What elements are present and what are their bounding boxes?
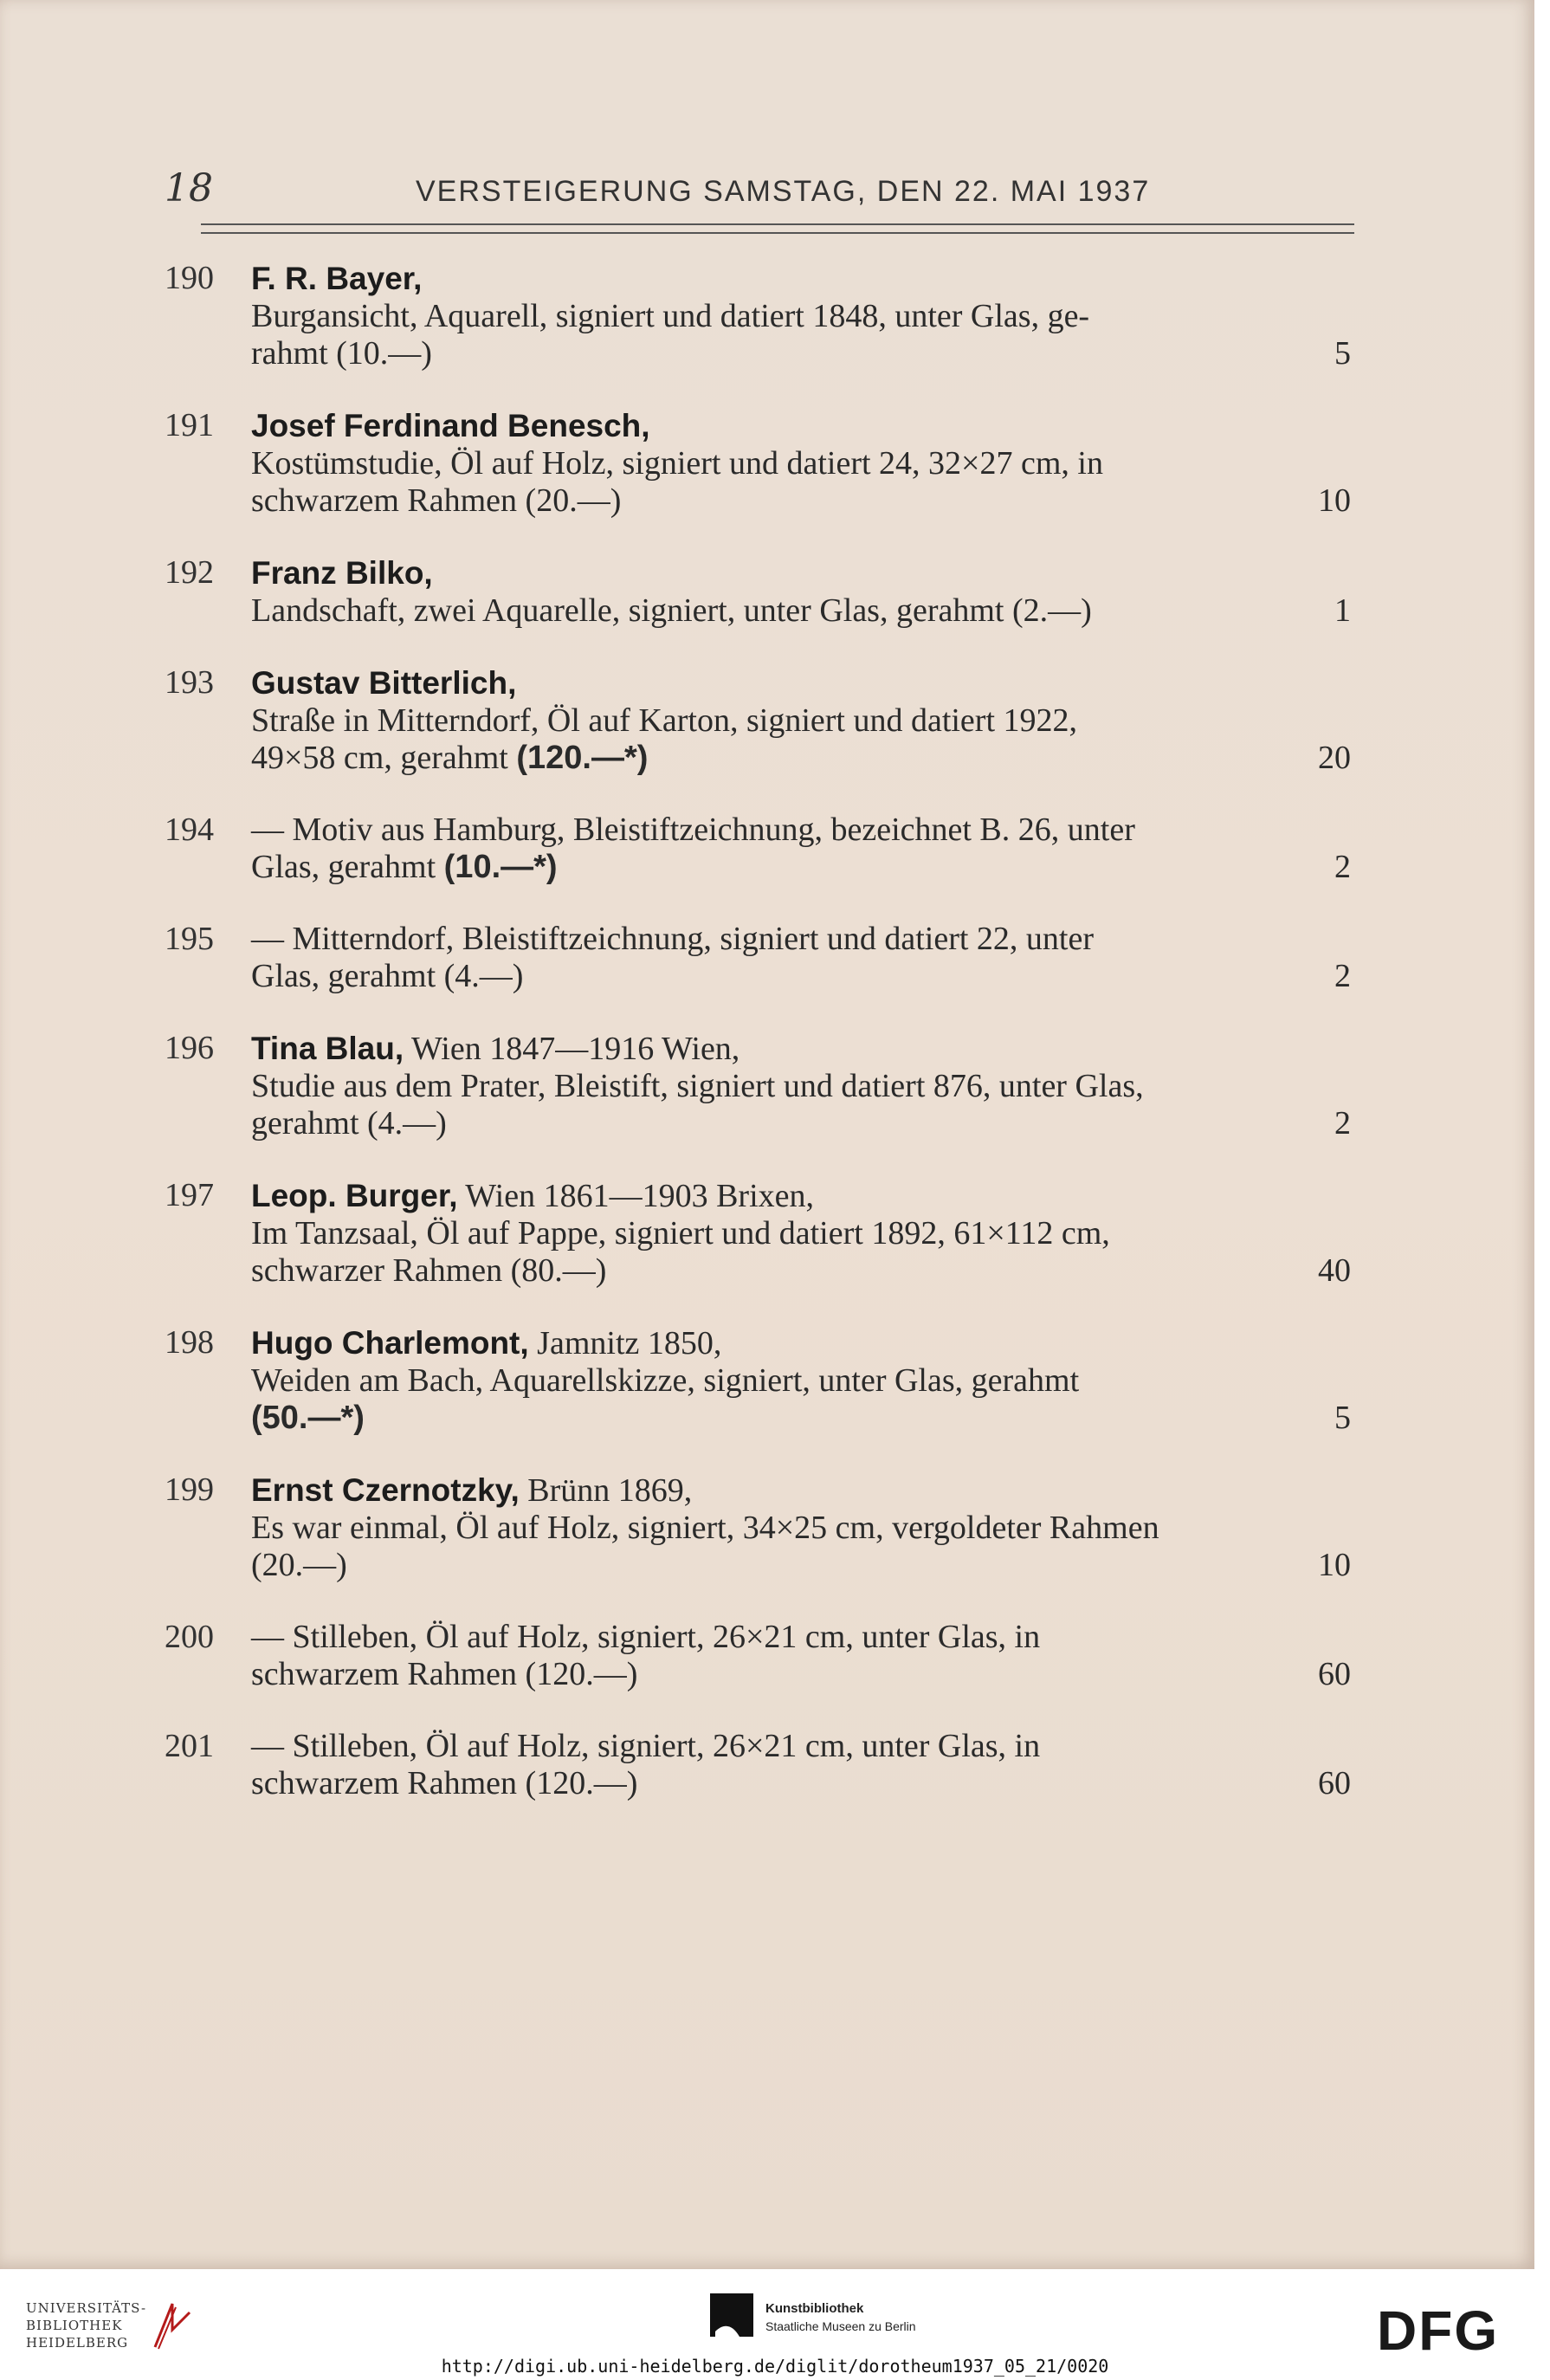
description-text: schwarzem Rahmen (120.—) — [251, 1656, 638, 1692]
description-line — [251, 445, 1351, 482]
lot-number: 198 — [165, 1324, 214, 1361]
footer-band — [0, 2269, 1550, 2380]
lot-number: 195 — [165, 921, 214, 957]
artist-life-dates: Brünn 1869, — [519, 1472, 693, 1509]
library-emblem-icon — [146, 2295, 198, 2356]
lot-number: 194 — [165, 812, 214, 848]
description-line — [251, 1547, 1351, 1584]
dfg-logo[interactable]: DFG — [1377, 2299, 1500, 2362]
description-text: Studie aus dem Prater, Bleistift, signiert und datiert 876, unter Glas, — [251, 1068, 1144, 1104]
permalink-url[interactable]: http://digi.ub.uni-heidelberg.de/diglit/dorotheum1937_05_21/0020 — [441, 2356, 1109, 2377]
catalog-entry — [165, 921, 1359, 995]
lot-number: 191 — [165, 407, 214, 443]
catalog-entry — [165, 407, 1359, 520]
estimate-value: 60 — [1318, 1656, 1351, 1692]
description-line — [251, 1765, 1351, 1802]
catalog-entry — [165, 1177, 1359, 1290]
kunstbibliothek-title: Kunstbibliothek — [765, 2301, 864, 2316]
estimate-value: 5 — [1334, 335, 1351, 372]
estimate-value: 2 — [1334, 958, 1351, 994]
description-line — [251, 1105, 1351, 1142]
estimate-value — [1316, 921, 1351, 958]
kunstbibliothek-logo[interactable] — [710, 2293, 916, 2342]
description-line — [251, 849, 1351, 886]
header-rule-top — [201, 223, 1354, 225]
artist-name: Josef Ferdinand Benesch, — [251, 408, 650, 443]
description-text: — Mitterndorf, Bleistiftzeichnung, signiert und datiert 22, unter — [251, 921, 1095, 957]
description-line — [251, 482, 1351, 520]
estimate-value: 2 — [1334, 1105, 1351, 1141]
description-text: Glas, gerahmt (4.—) — [251, 958, 524, 994]
description-text: gerahmt (4.—) — [251, 1105, 447, 1141]
artist-line — [251, 1177, 1351, 1215]
artist-line — [251, 407, 1351, 445]
description-line — [251, 1619, 1351, 1656]
catalog-entry — [165, 664, 1359, 777]
estimate-value: 40 — [1318, 1252, 1351, 1289]
description-line — [251, 740, 1351, 777]
description-text: — Stilleben, Öl auf Holz, signiert, 26×21 cm, unter Glas, in — [251, 1619, 1041, 1655]
estimate-value — [1316, 1362, 1351, 1400]
reserve-price: (120.—*) — [516, 740, 649, 776]
catalog-entry — [165, 1619, 1359, 1693]
catalog-entry — [165, 812, 1359, 886]
header-rule-bottom — [201, 232, 1354, 234]
artist-line — [251, 1030, 1351, 1068]
catalog-entry — [165, 1324, 1359, 1437]
description-line — [251, 1068, 1351, 1105]
description-text: Kostümstudie, Öl auf Holz, signiert und datiert 24, 32×27 cm, in — [251, 445, 1103, 482]
description-line — [251, 1510, 1351, 1547]
artist-line — [251, 1324, 1351, 1362]
artist-line — [251, 1471, 1351, 1510]
estimate-value — [1316, 445, 1351, 482]
lot-number: 190 — [165, 260, 214, 296]
heidelberg-library-wordmark: UNIVERSITÄTS- BIBLIOTHEK HEIDELBERG — [26, 2300, 147, 2351]
description-text: Glas, gerahmt — [251, 849, 444, 885]
estimate-value — [1316, 1619, 1351, 1656]
artist-name: Gustav Bitterlich, — [251, 665, 517, 701]
estimate-value — [1316, 1728, 1351, 1765]
description-line — [251, 1728, 1351, 1765]
artist-name: F. R. Bayer, — [251, 261, 423, 296]
description-line — [251, 592, 1351, 630]
artist-life-dates: Wien 1861—1903 Brixen, — [457, 1178, 814, 1214]
page-number: 18 — [165, 166, 213, 210]
kunstbibliothek-emblem-icon — [710, 2293, 753, 2342]
artist-name: Ernst Czernotzky, — [251, 1472, 520, 1508]
catalog-entry — [165, 1030, 1359, 1142]
estimate-value — [1316, 702, 1351, 740]
description-text: schwarzer Rahmen (80.—) — [251, 1252, 607, 1289]
description-text: 49×58 cm, gerahmt — [251, 740, 517, 776]
reserve-price: (10.—*) — [443, 849, 558, 885]
description-line — [251, 1400, 1351, 1437]
description-line — [251, 1656, 1351, 1693]
running-head: VERSTEIGERUNG SAMSTAG, DEN 22. MAI 1937 — [416, 175, 1151, 208]
catalog-entries — [165, 260, 1359, 1837]
description-text: — Stilleben, Öl auf Holz, signiert, 26×21 cm, unter Glas, in — [251, 1728, 1041, 1764]
estimate-value — [1316, 298, 1351, 335]
artist-life-dates: Jamnitz 1850, — [528, 1325, 722, 1361]
catalog-entry — [165, 1471, 1359, 1584]
estimate-value: 20 — [1318, 740, 1351, 776]
estimate-value — [1316, 1068, 1351, 1105]
lot-number: 199 — [165, 1471, 214, 1508]
estimate-value: 10 — [1318, 1547, 1351, 1583]
artist-line — [251, 554, 1351, 592]
estimate-value — [1316, 812, 1351, 849]
description-text: Im Tanzsaal, Öl auf Pappe, signiert und datiert 1892, 61×112 cm, — [251, 1215, 1110, 1251]
artist-name: Franz Bilko, — [251, 555, 433, 591]
artist-name: Hugo Charlemont, — [251, 1325, 529, 1361]
estimate-value: 2 — [1334, 849, 1351, 885]
artist-name: Leop. Burger, — [251, 1178, 458, 1213]
description-text: — Motiv aus Hamburg, Bleistiftzeichnung, bezeichnet B. 26, unter — [251, 812, 1135, 848]
description-line — [251, 702, 1351, 740]
description-line — [251, 335, 1351, 372]
lot-number: 197 — [165, 1177, 214, 1213]
lot-number: 192 — [165, 554, 214, 591]
description-line — [251, 958, 1351, 995]
page-header — [165, 166, 1359, 222]
catalog-entry — [165, 554, 1359, 630]
estimate-value — [1316, 1510, 1351, 1547]
heidelberg-library-logo[interactable] — [26, 2295, 198, 2356]
kunstbibliothek-subtitle: Staatliche Museen zu Berlin — [765, 2319, 916, 2333]
estimate-value: 10 — [1318, 482, 1351, 519]
estimate-value: 1 — [1334, 592, 1351, 629]
description-line — [251, 812, 1351, 849]
reserve-price: (50.—*) — [251, 1400, 365, 1436]
description-text: schwarzem Rahmen (20.—) — [251, 482, 622, 519]
catalog-entry — [165, 1728, 1359, 1802]
artist-life-dates: Wien 1847—1916 Wien, — [404, 1031, 740, 1067]
description-line — [251, 1362, 1351, 1400]
description-text: schwarzem Rahmen (120.—) — [251, 1765, 638, 1801]
artist-name: Tina Blau, — [251, 1031, 404, 1066]
description-text: Landschaft, zwei Aquarelle, signiert, unter Glas, gerahmt (2.—) — [251, 592, 1092, 629]
description-text: (20.—) — [251, 1547, 347, 1583]
catalog-entry — [165, 260, 1359, 372]
artist-line — [251, 664, 1351, 702]
lot-number: 193 — [165, 664, 214, 701]
estimate-value: 5 — [1334, 1400, 1351, 1436]
description-text: rahmt (10.—) — [251, 335, 432, 372]
description-text: Burgansicht, Aquarell, signiert und datiert 1848, unter Glas, ge- — [251, 298, 1090, 334]
artist-line — [251, 260, 1351, 298]
description-line — [251, 298, 1351, 335]
estimate-value: 60 — [1318, 1765, 1351, 1801]
lot-number: 196 — [165, 1030, 214, 1066]
description-text: Es war einmal, Öl auf Holz, signiert, 34×25 cm, vergoldeter Rahmen — [251, 1510, 1159, 1546]
lot-number: 201 — [165, 1728, 214, 1764]
estimate-value — [1316, 1215, 1351, 1252]
lot-number: 200 — [165, 1619, 214, 1655]
description-line — [251, 1215, 1351, 1252]
description-text: Weiden am Bach, Aquarellskizze, signiert, unter Glas, gerahmt — [251, 1362, 1080, 1399]
description-text: Straße in Mitterndorf, Öl auf Karton, signiert und datiert 1922, — [251, 702, 1078, 739]
description-line — [251, 921, 1351, 958]
description-line — [251, 1252, 1351, 1290]
